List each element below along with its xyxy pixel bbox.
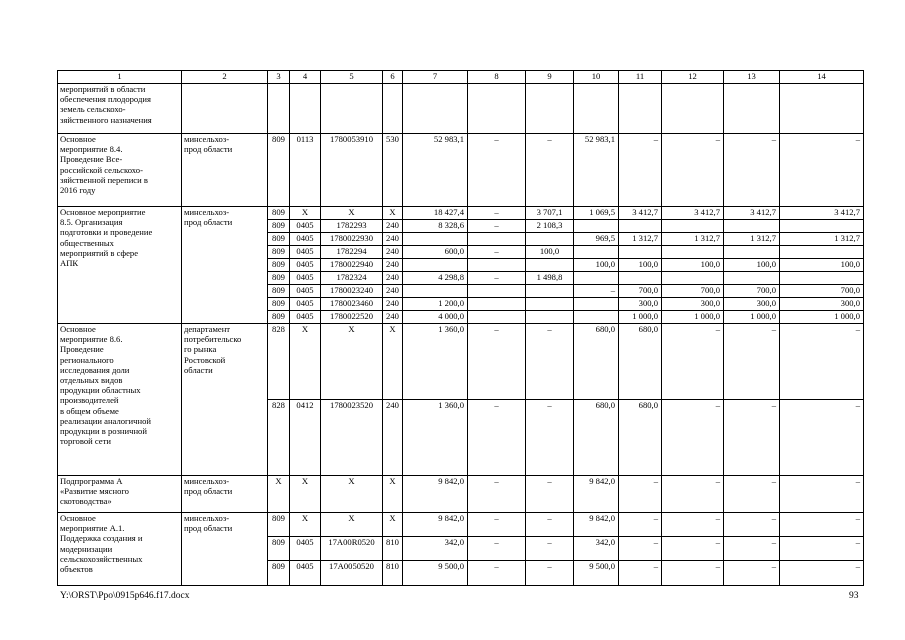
activity-name-cell: Основное мероприятие 8.6. Проведение регионального исследования доли отдельных видов продукции областных производителей в общем объеме реализации аналогичной продукции в розничной торговой сети	[58, 324, 182, 476]
value-cell	[526, 259, 574, 272]
value-cell: 342,0	[403, 537, 468, 561]
executor-cell	[182, 84, 268, 134]
value-cell: –	[468, 272, 526, 285]
value-cell: –	[724, 476, 780, 513]
value-cell: 0113	[290, 134, 321, 207]
value-cell: 809	[268, 207, 290, 220]
value-cell: –	[780, 324, 864, 400]
value-cell: X	[321, 476, 383, 513]
value-cell	[619, 246, 662, 259]
value-cell	[268, 84, 290, 134]
value-cell	[662, 84, 724, 134]
value-cell: X	[290, 324, 321, 400]
value-cell: 1 000,0	[662, 311, 724, 324]
value-cell: 240	[383, 400, 403, 476]
header-cell: 12	[662, 71, 724, 84]
value-cell	[574, 311, 619, 324]
value-cell: 4 298,8	[403, 272, 468, 285]
activity-name-cell: Основное мероприятие 8.4. Проведение Все- российской сельскохо- зяйственной переписи в 2016 году	[58, 134, 182, 207]
value-cell: –	[468, 220, 526, 233]
header-cell: 14	[780, 71, 864, 84]
value-cell: 809	[268, 272, 290, 285]
value-cell: 1782293	[321, 220, 383, 233]
table-row	[58, 513, 864, 537]
value-cell	[662, 220, 724, 233]
table-body	[58, 84, 864, 586]
value-cell: –	[468, 476, 526, 513]
value-cell: –	[780, 513, 864, 537]
value-cell: 300,0	[662, 298, 724, 311]
value-cell: –	[468, 513, 526, 537]
value-cell	[526, 84, 574, 134]
value-cell: 3 412,7	[780, 207, 864, 220]
value-cell: –	[468, 324, 526, 400]
value-cell: 0405	[290, 233, 321, 246]
value-cell	[468, 285, 526, 298]
header-cell: 1	[58, 71, 182, 84]
value-cell: 0405	[290, 259, 321, 272]
value-cell: 342,0	[574, 537, 619, 561]
activity-name-cell: Основное мероприятие А.1. Поддержка создания и модернизации сельскохозяйственных объектов	[58, 513, 182, 586]
value-cell	[383, 84, 403, 134]
value-cell	[468, 298, 526, 311]
value-cell	[403, 285, 468, 298]
value-cell: –	[724, 561, 780, 586]
value-cell	[526, 311, 574, 324]
value-cell: –	[526, 400, 574, 476]
value-cell: –	[780, 134, 864, 207]
value-cell: 680,0	[619, 324, 662, 400]
value-cell: 809	[268, 233, 290, 246]
value-cell	[403, 259, 468, 272]
value-cell: 100,0	[662, 259, 724, 272]
value-cell: –	[724, 324, 780, 400]
table-row	[58, 134, 864, 207]
value-cell: 700,0	[662, 285, 724, 298]
value-cell: 809	[268, 311, 290, 324]
value-cell: X	[383, 324, 403, 400]
value-cell: 700,0	[780, 285, 864, 298]
value-cell: 680,0	[574, 324, 619, 400]
value-cell: 0405	[290, 272, 321, 285]
value-cell	[780, 246, 864, 259]
value-cell	[724, 246, 780, 259]
value-cell: –	[662, 561, 724, 586]
value-cell: 9 842,0	[403, 513, 468, 537]
table-row	[58, 476, 864, 513]
value-cell: X	[383, 476, 403, 513]
value-cell: X	[290, 513, 321, 537]
value-cell: –	[468, 400, 526, 476]
value-cell: X	[268, 476, 290, 513]
value-cell: 8 328,6	[403, 220, 468, 233]
value-cell: 240	[383, 233, 403, 246]
value-cell: –	[662, 513, 724, 537]
value-cell: 1 312,7	[724, 233, 780, 246]
value-cell: 0405	[290, 246, 321, 259]
table-row	[58, 84, 864, 134]
value-cell: 1 000,0	[619, 311, 662, 324]
value-cell: 17А0050520	[321, 561, 383, 586]
value-cell: 1780053910	[321, 134, 383, 207]
header-cell: 4	[290, 71, 321, 84]
value-cell: –	[724, 400, 780, 476]
executor-cell: департамент потребительско го рынка Ростовской области	[182, 324, 268, 476]
value-cell: –	[662, 324, 724, 400]
value-cell: 809	[268, 220, 290, 233]
value-cell: 809	[268, 298, 290, 311]
value-cell: 100,0	[780, 259, 864, 272]
value-cell: 240	[383, 298, 403, 311]
value-cell: –	[724, 537, 780, 561]
value-cell: –	[526, 324, 574, 400]
value-cell: 1 000,0	[724, 311, 780, 324]
value-cell: X	[321, 513, 383, 537]
value-cell: 240	[383, 246, 403, 259]
value-cell: 680,0	[619, 400, 662, 476]
value-cell	[574, 84, 619, 134]
value-cell: 9 842,0	[403, 476, 468, 513]
value-cell: 100,0	[724, 259, 780, 272]
value-cell: 1782294	[321, 246, 383, 259]
value-cell: 2 108,3	[526, 220, 574, 233]
value-cell: –	[619, 537, 662, 561]
value-cell: –	[468, 134, 526, 207]
value-cell: 3 412,7	[619, 207, 662, 220]
budget-table	[57, 70, 864, 586]
value-cell: 809	[268, 259, 290, 272]
value-cell: 0405	[290, 220, 321, 233]
value-cell: –	[574, 285, 619, 298]
header-cell: 7	[403, 71, 468, 84]
value-cell: 1 312,7	[662, 233, 724, 246]
value-cell: 300,0	[724, 298, 780, 311]
value-cell: –	[780, 537, 864, 561]
table-row	[58, 207, 864, 220]
value-cell	[403, 84, 468, 134]
value-cell: X	[321, 324, 383, 400]
value-cell: –	[662, 537, 724, 561]
value-cell: 810	[383, 561, 403, 586]
value-cell: –	[662, 400, 724, 476]
value-cell	[526, 285, 574, 298]
value-cell: 240	[383, 220, 403, 233]
value-cell: –	[619, 134, 662, 207]
value-cell: –	[526, 561, 574, 586]
value-cell: –	[468, 561, 526, 586]
value-cell: –	[619, 513, 662, 537]
value-cell: –	[780, 476, 864, 513]
value-cell	[662, 272, 724, 285]
value-cell: 240	[383, 285, 403, 298]
value-cell	[619, 220, 662, 233]
value-cell: 100,0	[574, 259, 619, 272]
value-cell: 240	[383, 272, 403, 285]
value-cell: 1780022940	[321, 259, 383, 272]
value-cell: –	[780, 400, 864, 476]
value-cell	[468, 233, 526, 246]
value-cell: X	[321, 207, 383, 220]
value-cell: 1780023460	[321, 298, 383, 311]
header-cell: 6	[383, 71, 403, 84]
header-cell: 13	[724, 71, 780, 84]
value-cell	[526, 298, 574, 311]
value-cell: 1 360,0	[403, 400, 468, 476]
value-cell: 1 200,0	[403, 298, 468, 311]
value-cell: 18 427,4	[403, 207, 468, 220]
value-cell	[468, 84, 526, 134]
value-cell	[321, 84, 383, 134]
value-cell: 809	[268, 285, 290, 298]
value-cell: 100,0	[619, 259, 662, 272]
value-cell: 3 707,1	[526, 207, 574, 220]
header-cell: 5	[321, 71, 383, 84]
value-cell: 9 842,0	[574, 476, 619, 513]
value-cell: 17А00R0520	[321, 537, 383, 561]
value-cell	[724, 84, 780, 134]
value-cell: 1780023520	[321, 400, 383, 476]
value-cell	[780, 220, 864, 233]
table-row	[58, 324, 864, 400]
value-cell: –	[526, 537, 574, 561]
value-cell: 810	[383, 537, 403, 561]
executor-cell: минсельхоз- прод области	[182, 476, 268, 513]
value-cell: 300,0	[619, 298, 662, 311]
value-cell: 0405	[290, 561, 321, 586]
value-cell: –	[724, 134, 780, 207]
value-cell	[574, 298, 619, 311]
value-cell: 680,0	[574, 400, 619, 476]
value-cell: 809	[268, 537, 290, 561]
value-cell: –	[724, 513, 780, 537]
value-cell: 809	[268, 513, 290, 537]
header-cell: 8	[468, 71, 526, 84]
value-cell: 1 498,8	[526, 272, 574, 285]
value-cell	[619, 272, 662, 285]
value-cell: 828	[268, 400, 290, 476]
value-cell: –	[619, 476, 662, 513]
value-cell: 809	[268, 561, 290, 586]
value-cell: 1 312,7	[619, 233, 662, 246]
value-cell	[780, 272, 864, 285]
value-cell: 0405	[290, 311, 321, 324]
value-cell: 9 500,0	[574, 561, 619, 586]
activity-name-cell: Основное мероприятие 8.5. Организация подготовки и проведение общественных мероприятий в сфере АПК	[58, 207, 182, 324]
value-cell: –	[619, 561, 662, 586]
value-cell: 1 069,5	[574, 207, 619, 220]
value-cell: X	[383, 207, 403, 220]
value-cell: 0405	[290, 298, 321, 311]
value-cell: –	[468, 537, 526, 561]
value-cell: 809	[268, 134, 290, 207]
value-cell	[290, 84, 321, 134]
executor-cell: минсельхоз- прод области	[182, 207, 268, 324]
value-cell: 1780022930	[321, 233, 383, 246]
value-cell: 1782324	[321, 272, 383, 285]
value-cell	[403, 233, 468, 246]
value-cell: 4 000,0	[403, 311, 468, 324]
value-cell: X	[290, 476, 321, 513]
value-cell: 0412	[290, 400, 321, 476]
value-cell: 530	[383, 134, 403, 207]
value-cell: –	[526, 134, 574, 207]
value-cell	[662, 246, 724, 259]
executor-cell: минсельхоз- прод области	[182, 513, 268, 586]
value-cell: –	[662, 134, 724, 207]
value-cell	[724, 220, 780, 233]
value-cell	[468, 259, 526, 272]
page-number: 93	[849, 591, 859, 601]
activity-name-cell: Подпрограмма А «Развитие мясного скотоводства»	[58, 476, 182, 513]
value-cell: –	[526, 476, 574, 513]
value-cell: –	[526, 513, 574, 537]
value-cell: 240	[383, 311, 403, 324]
value-cell: 700,0	[724, 285, 780, 298]
value-cell	[574, 246, 619, 259]
value-cell	[780, 84, 864, 134]
value-cell: 9 500,0	[403, 561, 468, 586]
value-cell: 600,0	[403, 246, 468, 259]
value-cell: 1 312,7	[780, 233, 864, 246]
value-cell: 1780022520	[321, 311, 383, 324]
value-cell: 240	[383, 259, 403, 272]
value-cell: –	[468, 246, 526, 259]
value-cell: X	[383, 513, 403, 537]
executor-cell: минсельхоз- прод области	[182, 134, 268, 207]
value-cell: 1 360,0	[403, 324, 468, 400]
value-cell: 3 412,7	[724, 207, 780, 220]
value-cell: 969,5	[574, 233, 619, 246]
header-row	[58, 71, 864, 84]
value-cell: 52 983,1	[574, 134, 619, 207]
value-cell	[574, 272, 619, 285]
value-cell: 52 983,1	[403, 134, 468, 207]
value-cell: 1 000,0	[780, 311, 864, 324]
value-cell	[526, 233, 574, 246]
value-cell: 9 842,0	[574, 513, 619, 537]
value-cell	[724, 272, 780, 285]
header-cell: 10	[574, 71, 619, 84]
footer-file-path: Y:\ORST\Ppo\0915p646.f17.docx	[60, 591, 190, 601]
value-cell: 700,0	[619, 285, 662, 298]
value-cell: 100,0	[526, 246, 574, 259]
value-cell	[574, 220, 619, 233]
value-cell: 1780023240	[321, 285, 383, 298]
value-cell: 0405	[290, 285, 321, 298]
header-cell: 2	[182, 71, 268, 84]
value-cell: –	[662, 476, 724, 513]
header-cell: 9	[526, 71, 574, 84]
value-cell: 828	[268, 324, 290, 400]
value-cell: 3 412,7	[662, 207, 724, 220]
value-cell	[468, 311, 526, 324]
value-cell: 809	[268, 246, 290, 259]
value-cell: X	[290, 207, 321, 220]
value-cell	[619, 84, 662, 134]
activity-name-cell: мероприятий в области обеспечения плодородия земель сельскохо- зяйственного назначения	[58, 84, 182, 134]
value-cell: 300,0	[780, 298, 864, 311]
value-cell: –	[468, 207, 526, 220]
value-cell: 0405	[290, 537, 321, 561]
value-cell: –	[780, 561, 864, 586]
header-cell: 11	[619, 71, 662, 84]
header-cell: 3	[268, 71, 290, 84]
